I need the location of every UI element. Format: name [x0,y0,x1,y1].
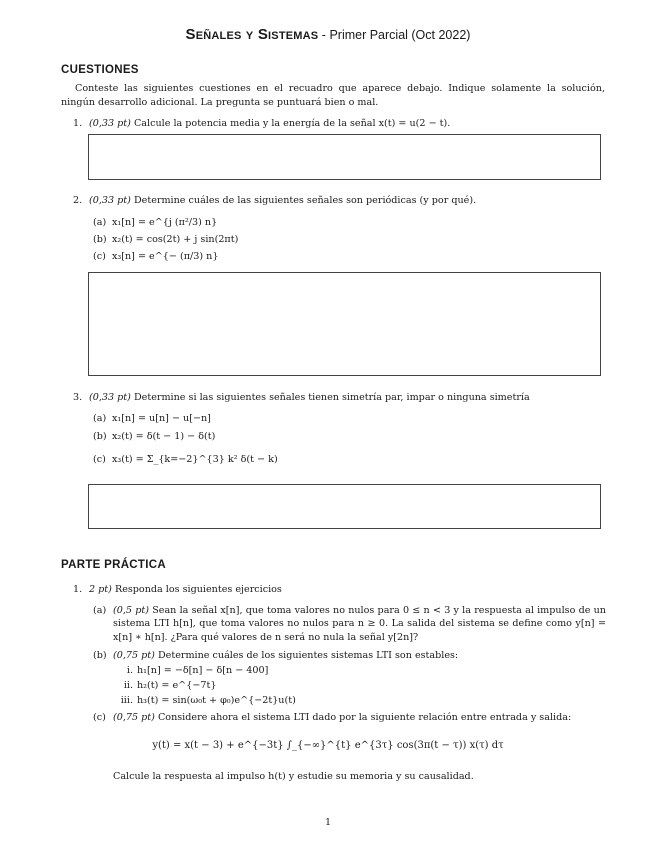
item-expression: h₂(t) = e^{−7t} [137,680,217,691]
option-label: (a) [93,413,107,424]
answer-box-2[interactable] [88,272,601,376]
exercise-1a [93,604,606,644]
question-2-text: Determine cuáles de las siguientes señales son periódicas (y por qué). [133,195,477,206]
question-2 [73,194,609,207]
exercise-1 [73,583,609,596]
item-label: ii. [123,680,133,691]
exercise-1b-points: (0,75 pt) [113,650,155,661]
item-label: i. [126,665,133,676]
question-2-option-a [93,216,217,229]
option-label: (a) [93,217,107,228]
document-title [0,26,656,43]
question-1-number: 1. [73,118,83,129]
option-expression: x₂(t) = δ(t − 1) − δ(t) [112,431,216,442]
exercise-1-points: 2 pt) [89,584,112,595]
exercise-1a-text: Sean la señal x[n], que toma valores no nulos para 0 ≤ n < 3 y la respuesta al impulso de un sistema LTI h[n], que toma valores no nulos para n ≥ 0. La salida del sistema se define como y[n] = x[n] ∗ h[n]. ¿Para qué valores de n será no nula la señal y[2n]? [113,605,606,643]
question-1 [73,117,609,130]
exercise-1b-label: (b) [93,650,107,661]
io-equation: y(t) = x(t − 3) + e^{−3t} ∫_{−∞}^{t} e^{3τ} cos(3π(t − τ)) x(τ) dτ [152,740,504,751]
option-expression: x₁[n] = u[n] − u[−n] [112,413,211,424]
page-number: 1 [324,817,332,828]
exam-subtitle: Primer Parcial (Oct 2022) [329,28,471,42]
question-3 [73,391,609,404]
exercise-1-text: Responda los siguientes ejercicios [114,584,282,595]
cuestiones-intro: Conteste las siguientes cuestiones en el recuadro que aparece debajo. Indique solamente la solución, ningún desarrollo adicional. La pregunta se puntuará bien o mal. [61,83,605,108]
title-separator: - [318,28,330,42]
exercise-1c-text: Considere ahora el sistema LTI dado por la siguiente relación entre entrada y salida: [157,712,572,723]
exercise-1c-label: (c) [93,712,106,723]
exercise-1b [93,649,606,662]
system-item-iii [117,694,296,707]
exercise-1a-label: (a) [93,605,107,616]
option-label: (b) [93,431,107,442]
question-3-points: (0,33 pt) [89,392,131,403]
question-2-number: 2. [73,195,83,206]
exercise-1-number: 1. [73,584,83,595]
question-3-option-c [93,453,278,466]
system-item-ii [117,679,216,692]
answer-box-3[interactable] [88,484,601,529]
exercise-1c-points: (0,75 pt) [113,712,155,723]
exercise-1b-text: Determine cuáles de los siguientes sistemas LTI son estables: [157,650,459,661]
option-label: (c) [93,454,106,465]
option-label: (b) [93,234,107,245]
question-2-option-c [93,250,218,263]
question-3-option-b [93,430,215,443]
item-expression: h₃(t) = sin(ω₀t + φ₀)e^{−2t}u(t) [137,695,296,706]
item-expression: h₁[n] = −δ[n] − δ[n − 400] [137,665,269,676]
option-expression: x₃[n] = e^{− (π/3) n} [112,251,219,262]
followup-text: Calcule la respuesta al impulso h(t) y estudie su memoria y su causalidad. [113,771,474,782]
item-label: iii. [120,695,133,706]
option-expression: x₃(t) = Σ_{k=−2}^{3} k² δ(t − k) [112,454,278,465]
section-heading-cuestiones: CUESTIONES [61,64,139,76]
option-expression: x₁[n] = e^{j (π²/3) n} [112,217,218,228]
option-label: (c) [93,251,106,262]
exercise-1c [93,711,606,724]
question-3-text: Determine si las siguientes señales tienen simetría par, impar o ninguna simetría [133,392,530,403]
question-1-points: (0,33 pt) [89,118,131,129]
section-heading-practica: PARTE PRÁCTICA [61,559,166,571]
course-title: Señales y Sistemas [185,26,319,43]
question-2-points: (0,33 pt) [89,195,131,206]
system-item-i [117,664,268,677]
answer-box-1[interactable] [88,134,601,180]
option-expression: x₂(t) = cos(2t) + j sin(2πt) [112,234,239,245]
exercise-1a-points: (0,5 pt) [113,605,149,616]
exercise-1c-followup [93,770,606,783]
question-2-option-b [93,233,238,246]
question-3-option-a [93,412,211,425]
question-1-text: Calcule la potencia media y la energía de la señal x(t) = u(2 − t). [133,118,451,129]
question-3-number: 3. [73,392,83,403]
